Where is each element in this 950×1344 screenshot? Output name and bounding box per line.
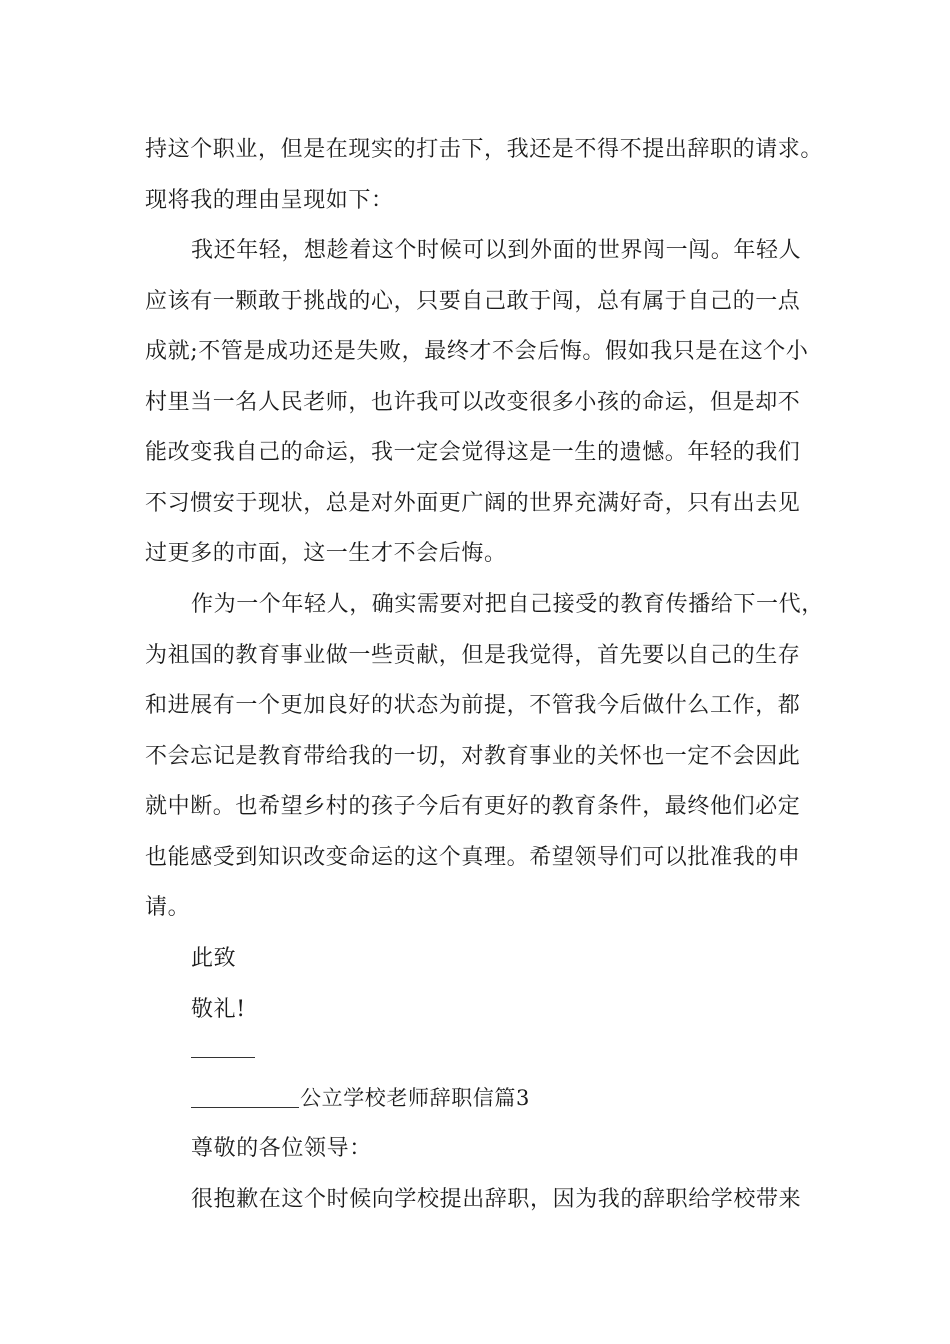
date-blank-line [191,1107,299,1108]
paragraph-line: 请。 [145,895,191,920]
paragraph-line: 和进展有一个更加良好的状态为前提，不管我今后做什么工作，都 [145,693,801,718]
paragraph-line: 不会忘记是教育带给我的一切，对教育事业的关怀也一定不会因此 [145,744,801,769]
paragraph-line: 村里当一名人民老师，也许我可以改变很多小孩的命运，但是却不 [145,390,801,415]
paragraph-line: 能改变我自己的命运，我一定会觉得这是一生的遗憾。年轻的我们 [145,440,801,465]
paragraph-line: 很抱歉在这个时候向学校提出辞职，因为我的辞职给学校带来 [191,1187,802,1212]
section-title: 公立学校老师辞职信篇3 [300,1086,530,1110]
paragraph-line: 成就;不管是成功还是失败，最终才不会后悔。假如我只是在这个小 [145,339,809,364]
paragraph-line: 我还年轻，想趁着这个时候可以到外面的世界闯一闯。年轻人 [191,238,802,263]
paragraph-line: 应该有一颗敢于挑战的心，只要自己敢于闯，总有属于自己的一点 [145,289,801,314]
paragraph-line: 持这个职业，但是在现实的打击下，我还是不得不提出辞职的请求。 [145,137,824,162]
paragraph-line: 也能感受到知识改变命运的这个真理。希望领导们可以批准我的申 [145,845,801,870]
paragraph-line: 就中断。也希望乡村的孩子今后有更好的教育条件，最终他们必定 [145,794,801,819]
paragraph-line: 为祖国的教育事业做一些贡献，但是我觉得，首先要以自己的生存 [145,643,801,668]
paragraph-line: 过更多的市面，这一生才不会后悔。 [145,541,507,566]
signature-blank-line [191,1057,255,1058]
paragraph-line: 不习惯安于现状，总是对外面更广阔的世界充满好奇，只有出去见 [145,491,801,516]
paragraph-line: 作为一个年轻人，确实需要对把自己接受的教育传播给下一代， [191,592,824,617]
salutation: 尊敬的各位领导： [191,1136,372,1161]
closing-line: 此致 [191,946,237,971]
paragraph-line: 现将我的理由呈现如下： [145,188,394,213]
closing-line: 敬礼! [191,997,246,1022]
